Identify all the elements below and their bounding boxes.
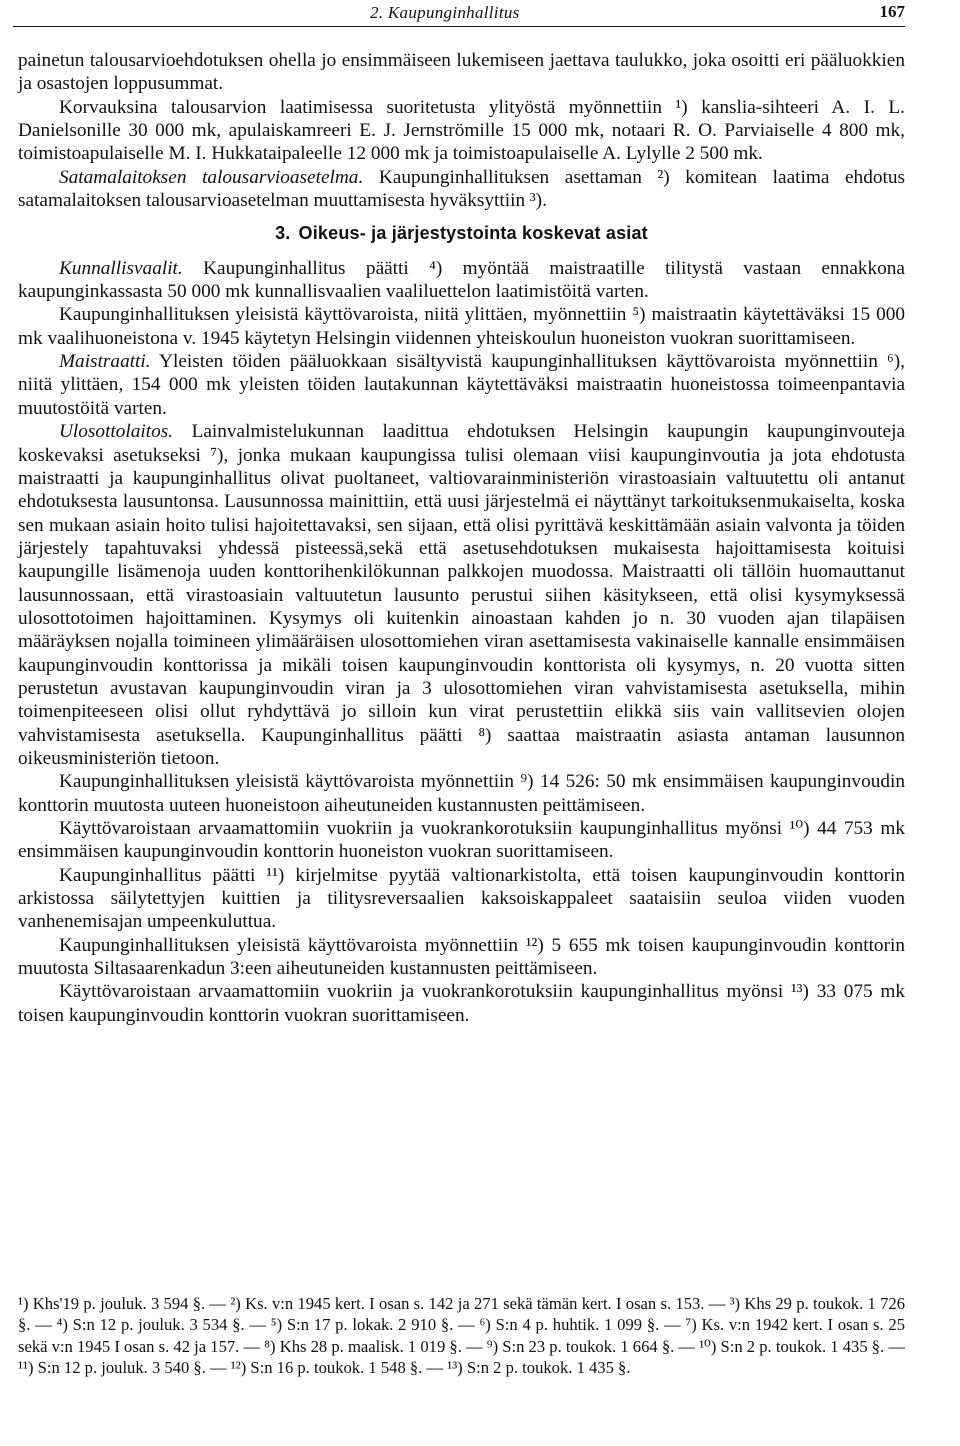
body-text [18, 49, 905, 1027]
page-number: 167 [879, 2, 905, 21]
paragraph-lead: Maistraatti. [59, 351, 151, 373]
paragraph-text: Kaupunginhallituksen asettaman ²) komitean laatima ehdotus satamalaitoksen talousarvioasetelman muuttamisesta hyväksyttiin ³). [18, 166, 905, 212]
paragraph [18, 420, 905, 770]
paragraph: painetun talousarvioehdotuksen ohella jo ensimmäiseen lukemiseen jaettava taulukko, joka osoitti eri pääluokkien ja osastojen loppusummat. [18, 50, 905, 95]
paragraph-lead: Ulosottolaitos. [59, 421, 174, 443]
paragraph [18, 350, 905, 420]
footnote-text: ¹) Khs'19 p. jouluk. 3 594 §. — ²) Ks. v:n 1945 kert. I osan s. 142 ja 271 sekä tämän kert. I osan s. 153. — ³) Khs 29 p. toukok. 1 726 §. — ⁴) S:n 12 p. jouluk. 3 534 §. — ⁵) S:n 17 p. lokak. 2 910 §. — ⁶) S:n 4 p. huhtik. 1 099 §. — ⁷) Ks. v:n 1942 kert. I osan s. 25 sekä v:n 1945 I osan s. 42 ja 157. — ⁸) Khs 28 p. maalisk. 1 019 §. — ⁹) S:n 23 p. toukok. 1 664 §. — ¹⁰) S:n 2 p. toukok. 1 435 §. — ¹¹) S:n 12 p. jouluk. 3 540 §. — ¹²) S:n 16 p. toukok. 1 548 §. — ¹³) S:n 2 p. toukok. 1 435 §. [18, 1294, 905, 1378]
running-header [13, 0, 905, 27]
paragraph: Käyttövaroistaan arvaamattomiin vuokriin ja vuokrankorotuksiin kaupunginhallitus myönsi ¹⁰) 44 753 mk ensimmäisen kaupunginvoudin konttorin huoneiston vuokran suorittamiseen. [18, 818, 905, 863]
paragraph-lead: Satamalaitoksen talousarvioasetelma. [59, 166, 364, 188]
section-number: 3. [275, 223, 291, 244]
paragraph: Kaupunginhallitus päätti ¹¹) kirjelmitse pyytää valtionarkistolta, että toisen kaupunginvoudin konttorin arkistossa säilytettyjen kuittien ja tilitysreversaalien kaksoiskappaleet saataisiin seuloa viiden vuoden vanhenemisajan umpeenkuluttua. [18, 864, 905, 933]
section-heading [18, 222, 905, 245]
header-title: 2. Kaupunginhallitus [370, 3, 520, 22]
footnotes [18, 1293, 905, 1379]
paragraph: Kaupunginhallituksen yleisistä käyttövaroista myönnettiin ⁹) 14 526: 50 mk ensimmäisen kaupunginvoudin konttorin muutosta uuteen huoneistoon aiheutuneiden kustannusten peittämiseen. [18, 771, 905, 816]
paragraph: Kaupunginhallituksen yleisistä käyttövaroista, niitä ylittäen, myönnettiin ⁵) maistraatin käytettäväksi 15 000 mk vaalihuoneistona v. 1945 käytetyn Helsingin viidennen yhteiskoulun huoneiston vuokran suorittamiseen. [18, 304, 905, 349]
paragraph: Kaupunginhallituksen yleisistä käyttövaroista myönnettiin ¹²) 5 655 mk toisen kaupunginvoudin konttorin muutosta Siltasaarenkadun 3:een aiheutuneiden kustannusten peittämiseen. [18, 934, 905, 980]
paragraph: Käyttövaroistaan arvaamattomiin vuokriin ja vuokrankorotuksiin kaupunginhallitus myönsi ¹³) 33 075 mk toisen kaupunginvoudin konttorin vuokran suorittamiseen. [18, 981, 905, 1026]
paragraph [18, 257, 905, 304]
paragraph-text: Kaupunginhallitus päätti ⁴) myöntää maistraatille tilitystä vastaan ennakkona kaupunginkassasta 50 000 mk kunnallisvaalien vaaliluettelon laatimistöitä varten. [18, 257, 905, 303]
paragraph-text: Lainvalmistelukunnan laadittua ehdotuksen Helsingin kaupungin kaupunginvouteja koskevaksi asetukseksi ⁷), jonka mukaan kaupungissa tulisi olemaan viisi kaupunginvoutia ja jota ehdotusta maistraatti ja kaupunginhallitus olivat puoltaneet, valtiovarainministeriön virastoasiain valtuutettu oli antanut ehdotuksesta lausuntonsa. Lausunnossa mainittiin, että uusi järjestelmä ei näyttänyt tarkoituksenmukaiselta, koska sen mukaan asiain hoito tulisi hajoitettavaksi, sen sijaan, että olisi pyrittävä keskittämään asiain valvonta ja töiden järjestely tapahtuvaksi yhdessä pisteessä,sekä että asetusehdotuksen mukaisesta hajoittamisesta koituisi kaupungille lisämenoja uuden konttorihenkilökunnan palkkojen muodossa. Maistraatti oli tällöin huomauttanut lausunnossaan, että virastoasiain valtuutetun lausunto perustui siihen käsitykseen, että olisi kysymyksessä ulosottotoimen hajoittaminen. Kysymys oli kuitenkin ainoastaan kahden jo n. 30 vuoden ajan tilapäisen määräyksen nojalla toimineen ylimääräisen ulosottomiehen viran asettamisesta vakinaiselle kannalle ensimmäisen kaupunginvoudin konttorissa ja mikäli toisen kaupunginvoudin konttorista oli kysymys, n. 20 vuotta sitten perustetun avustavan kaupunginvoudin viran ja 3 ulosottomiehen viran vahvistamisesta asetuksella, mihin toimenpiteeseen olisi ollut ryhdyttävä jo silloin kun virat perustettiin elikkä siis vain vallitsevien olojen vahvistamisesta asetuksella. Kaupunginhallitus päätti ⁸) saattaa maistraatin asiasta antaman lausunnon oikeusministeriön tietoon. [18, 421, 905, 769]
paragraph-lead: Kunnallisvaalit. [59, 257, 183, 279]
section-title: Oikeus- ja järjestystointa koskevat asiat [298, 223, 648, 244]
paragraph-text: Yleisten töiden pääluokkaan sisältyvistä kaupunginhallituksen käyttövaroista myönnettiin ⁶), niitä ylittäen, 154 000 mk yleisten töiden lautakunnan käytettäväksi maistraatin huoneistossa toimeenpantavia muutostöitä varten. [18, 351, 905, 419]
paragraph [18, 166, 905, 213]
paragraph: Korvauksina talousarvion laatimisessa suoritetusta ylityöstä myönnettiin ¹) kanslia-sihteeri A. I. L. Danielsonille 30 000 mk, apulaiskamreeri E. J. Jernströmille 15 000 mk, notaari R. O. Parviaiselle 4 800 mk, toimistoapulaiselle M. I. Hukkataipaleelle 12 000 mk ja toimistoapulaiselle A. Lylylle 2 500 mk. [18, 96, 905, 165]
